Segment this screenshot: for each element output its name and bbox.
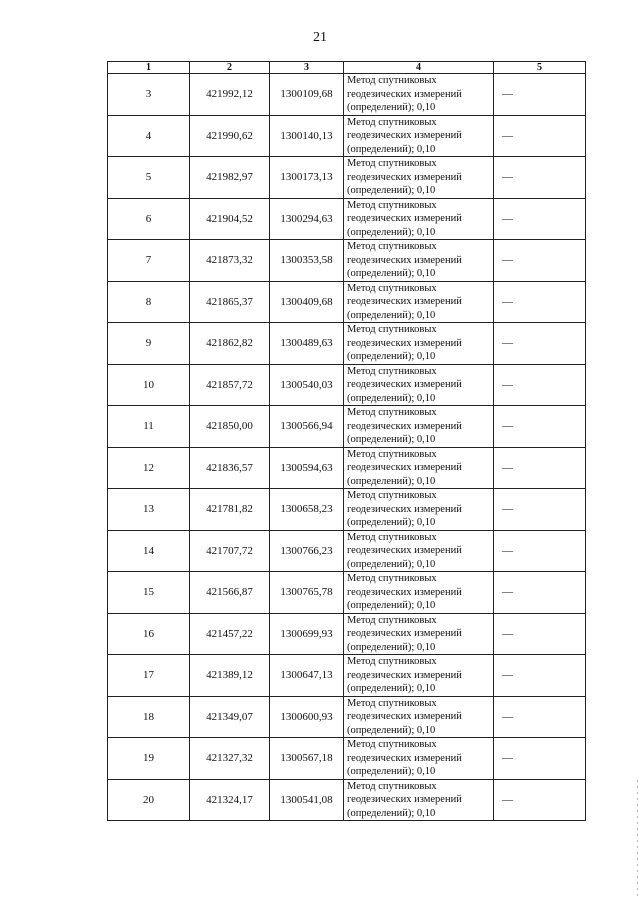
- method-line: Метод спутниковых: [347, 531, 437, 543]
- point-number-cell: 5: [108, 157, 190, 199]
- note-cell: —: [494, 364, 586, 406]
- table-row: [108, 572, 586, 614]
- point-number-cell: 16: [108, 613, 190, 655]
- method-line: (определений); 0,10: [347, 641, 436, 653]
- point-number-cell: 12: [108, 447, 190, 489]
- method-cell: [344, 447, 494, 489]
- method-cell: [344, 489, 494, 531]
- point-number-cell: 15: [108, 572, 190, 614]
- coordinate-x-cell: 421862,82: [190, 323, 270, 365]
- method-line: (определений); 0,10: [347, 268, 436, 279]
- coordinate-x-cell: 421566,87: [190, 572, 270, 614]
- method-line: (определений); 0,10: [347, 558, 436, 570]
- method-line: геодезических измерений: [347, 296, 462, 307]
- coordinate-y-cell: 1300765,78: [270, 572, 344, 614]
- method-line: геодезических измерений: [347, 337, 462, 349]
- method-cell: [344, 738, 494, 780]
- note-cell: —: [494, 738, 586, 780]
- point-number-cell: 10: [108, 364, 190, 406]
- coordinate-x-cell: 421327,32: [190, 738, 270, 780]
- method-line: Метод спутниковых: [347, 656, 437, 667]
- coordinate-y-cell: 1300658,23: [270, 489, 344, 531]
- note-cell: —: [494, 696, 586, 738]
- point-number-cell: 6: [108, 198, 190, 240]
- coordinate-y-cell: 1300353,58: [270, 240, 344, 282]
- method-line: геодезических измерений: [347, 462, 462, 473]
- method-line: (определений); 0,10: [347, 102, 436, 113]
- coordinate-y-cell: 1300594,63: [270, 447, 344, 489]
- header-col-4: 4: [344, 62, 494, 74]
- table-row: [108, 613, 586, 655]
- method-line: геодезических измерений: [347, 586, 462, 598]
- coordinate-y-cell: 1300173,13: [270, 157, 344, 199]
- method-line: (определений); 0,10: [347, 724, 436, 736]
- header-col-1: 1: [108, 62, 190, 74]
- margin-scan-mark: [637, 780, 638, 900]
- method-line: геодезических измерений: [347, 669, 462, 681]
- table-row: [108, 323, 586, 365]
- coordinate-y-cell: 1300600,93: [270, 696, 344, 738]
- method-cell: [344, 74, 494, 116]
- note-cell: —: [494, 489, 586, 531]
- method-cell: [344, 240, 494, 282]
- method-line: геодезических измерений: [347, 752, 462, 764]
- table-row: [108, 530, 586, 572]
- coordinate-x-cell: 421850,00: [190, 406, 270, 448]
- method-line: геодезических измерений: [347, 254, 462, 266]
- table-row: [108, 198, 586, 240]
- method-line: (определений); 0,10: [347, 351, 436, 362]
- table-row: [108, 406, 586, 448]
- method-cell: [344, 613, 494, 655]
- method-line: Метод спутниковых: [347, 158, 437, 169]
- header-col-2: 2: [190, 62, 270, 74]
- note-cell: —: [494, 779, 586, 821]
- method-cell: [344, 655, 494, 697]
- method-line: Метод спутниковых: [347, 697, 437, 709]
- point-number-cell: 7: [108, 240, 190, 282]
- method-line: Метод спутниковых: [347, 199, 437, 211]
- point-number-cell: 13: [108, 489, 190, 531]
- table-row: [108, 364, 586, 406]
- method-line: геодезических измерений: [347, 794, 462, 805]
- page-number: 21: [313, 30, 327, 45]
- point-number-cell: 20: [108, 779, 190, 821]
- method-line: геодезических измерений: [347, 628, 462, 639]
- method-cell: [344, 696, 494, 738]
- method-line: (определений); 0,10: [347, 185, 436, 196]
- note-cell: —: [494, 655, 586, 697]
- note-cell: —: [494, 572, 586, 614]
- note-cell: —: [494, 530, 586, 572]
- table-row: [108, 447, 586, 489]
- method-cell: [344, 572, 494, 614]
- coordinate-x-cell: 421857,72: [190, 364, 270, 406]
- method-line: Метод спутниковых: [347, 739, 437, 750]
- coordinate-y-cell: 1300567,18: [270, 738, 344, 780]
- coordinate-y-cell: 1300489,63: [270, 323, 344, 365]
- table-body: [108, 74, 586, 821]
- coordinate-x-cell: 421389,12: [190, 655, 270, 697]
- table-row: [108, 738, 586, 780]
- coordinate-x-cell: 421873,32: [190, 240, 270, 282]
- method-line: (определений); 0,10: [347, 434, 436, 445]
- method-line: Метод спутниковых: [347, 780, 437, 792]
- table-row: [108, 655, 586, 697]
- method-line: геодезических измерений: [347, 213, 462, 224]
- note-cell: —: [494, 406, 586, 448]
- method-line: геодезических измерений: [347, 545, 462, 556]
- method-line: Метод спутниковых: [347, 365, 437, 377]
- table-row: [108, 157, 586, 199]
- method-line: геодезических измерений: [347, 420, 462, 432]
- method-line: Метод спутниковых: [347, 241, 437, 252]
- point-number-cell: 14: [108, 530, 190, 572]
- note-cell: —: [494, 198, 586, 240]
- method-cell: [344, 115, 494, 157]
- method-line: геодезических измерений: [347, 379, 462, 390]
- method-cell: [344, 406, 494, 448]
- method-line: (определений); 0,10: [347, 475, 436, 487]
- coordinate-x-cell: 421324,17: [190, 779, 270, 821]
- method-line: (определений); 0,10: [347, 309, 436, 321]
- method-cell: [344, 157, 494, 199]
- coordinate-y-cell: 1300766,23: [270, 530, 344, 572]
- note-cell: —: [494, 240, 586, 282]
- coordinate-x-cell: 421990,62: [190, 115, 270, 157]
- coordinate-x-cell: 421349,07: [190, 696, 270, 738]
- table-row: [108, 115, 586, 157]
- coordinate-x-cell: 421457,22: [190, 613, 270, 655]
- method-line: (определений); 0,10: [347, 143, 436, 155]
- method-line: (определений); 0,10: [347, 807, 436, 819]
- point-number-cell: 11: [108, 406, 190, 448]
- method-cell: [344, 530, 494, 572]
- method-line: Метод спутниковых: [347, 324, 437, 335]
- header-col-3: 3: [270, 62, 344, 74]
- point-number-cell: 19: [108, 738, 190, 780]
- table-row: [108, 281, 586, 323]
- coordinate-x-cell: 421982,97: [190, 157, 270, 199]
- method-line: (определений); 0,10: [347, 600, 436, 611]
- method-line: геодезических измерений: [347, 130, 462, 141]
- method-line: Метод спутниковых: [347, 116, 437, 128]
- table-row: [108, 240, 586, 282]
- coordinate-y-cell: 1300699,93: [270, 613, 344, 655]
- method-line: геодезических измерений: [347, 88, 462, 100]
- coordinates-table: [107, 61, 586, 821]
- table-header-row: [108, 62, 586, 74]
- coordinate-y-cell: 1300140,13: [270, 115, 344, 157]
- table-row: [108, 489, 586, 531]
- table-row: [108, 74, 586, 116]
- point-number-cell: 9: [108, 323, 190, 365]
- method-cell: [344, 198, 494, 240]
- note-cell: —: [494, 447, 586, 489]
- note-cell: —: [494, 613, 586, 655]
- method-cell: [344, 323, 494, 365]
- note-cell: —: [494, 281, 586, 323]
- method-line: Метод спутниковых: [347, 407, 437, 418]
- method-line: Метод спутниковых: [347, 573, 437, 584]
- method-line: Метод спутниковых: [347, 614, 437, 626]
- point-number-cell: 8: [108, 281, 190, 323]
- method-cell: [344, 364, 494, 406]
- note-cell: —: [494, 74, 586, 116]
- method-line: Метод спутниковых: [347, 448, 437, 460]
- table-row: [108, 779, 586, 821]
- coordinate-y-cell: 1300566,94: [270, 406, 344, 448]
- coordinate-x-cell: 421836,57: [190, 447, 270, 489]
- coordinate-y-cell: 1300409,68: [270, 281, 344, 323]
- method-line: геодезических измерений: [347, 503, 462, 515]
- coordinate-x-cell: 421865,37: [190, 281, 270, 323]
- coordinate-y-cell: 1300109,68: [270, 74, 344, 116]
- coordinate-y-cell: 1300647,13: [270, 655, 344, 697]
- method-cell: [344, 779, 494, 821]
- coordinate-y-cell: 1300541,08: [270, 779, 344, 821]
- method-line: геодезических измерений: [347, 171, 462, 183]
- method-line: (определений); 0,10: [347, 766, 436, 777]
- note-cell: —: [494, 115, 586, 157]
- header-col-5: 5: [494, 62, 586, 74]
- note-cell: —: [494, 157, 586, 199]
- coordinate-y-cell: 1300294,63: [270, 198, 344, 240]
- coordinate-x-cell: 421904,52: [190, 198, 270, 240]
- coordinate-y-cell: 1300540,03: [270, 364, 344, 406]
- method-line: (определений); 0,10: [347, 392, 436, 404]
- coordinate-x-cell: 421781,82: [190, 489, 270, 531]
- method-line: (определений); 0,10: [347, 226, 436, 238]
- method-line: Метод спутниковых: [347, 75, 437, 86]
- point-number-cell: 4: [108, 115, 190, 157]
- coordinate-x-cell: 421707,72: [190, 530, 270, 572]
- point-number-cell: 3: [108, 74, 190, 116]
- method-line: геодезических измерений: [347, 711, 462, 722]
- point-number-cell: 18: [108, 696, 190, 738]
- table-row: [108, 696, 586, 738]
- method-line: (определений); 0,10: [347, 517, 436, 528]
- method-line: (определений); 0,10: [347, 683, 436, 694]
- method-line: Метод спутниковых: [347, 490, 437, 501]
- method-cell: [344, 281, 494, 323]
- coordinate-x-cell: 421992,12: [190, 74, 270, 116]
- point-number-cell: 17: [108, 655, 190, 697]
- note-cell: —: [494, 323, 586, 365]
- method-line: Метод спутниковых: [347, 282, 437, 294]
